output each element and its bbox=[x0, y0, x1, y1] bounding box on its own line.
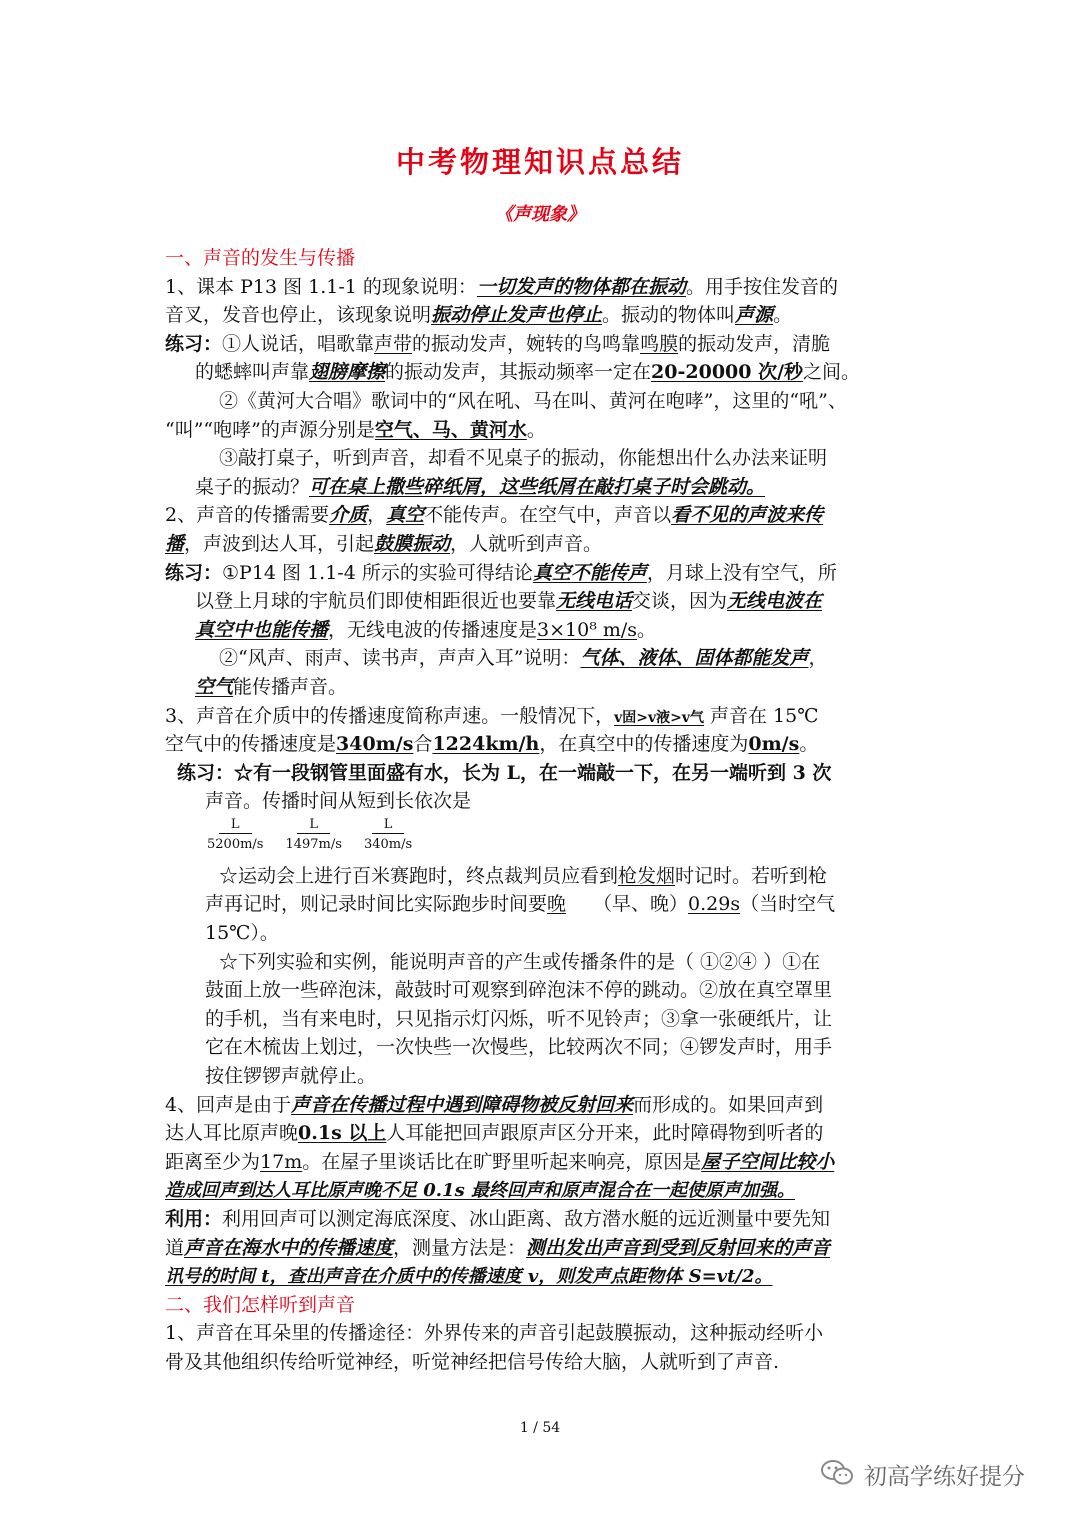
answer-text: 17m bbox=[260, 1150, 303, 1173]
application-label: 利用： bbox=[165, 1208, 223, 1230]
section-heading-1: 一、声音的发生与传播 bbox=[165, 247, 356, 269]
document-body bbox=[165, 244, 917, 1377]
answer-text: 1224km/h bbox=[432, 733, 540, 756]
page-number: 1 / 54 bbox=[519, 1420, 561, 1436]
text: 。 bbox=[526, 418, 546, 441]
answer-text: 空气、马、黄河水 bbox=[374, 418, 527, 441]
paragraph-3-line-1 bbox=[165, 702, 917, 731]
exercise-2-line-2 bbox=[165, 416, 917, 445]
fraction-numerator: L bbox=[372, 816, 405, 834]
fraction-numerator: L bbox=[219, 816, 252, 834]
watermark-text: 初高学练好提分 bbox=[864, 1464, 1025, 1490]
fraction-numerator: L bbox=[297, 816, 330, 834]
text: 人耳能把回声跟原声区分开来，此时障碍物到听者的 bbox=[386, 1122, 824, 1145]
text: ②“风声、雨声、读书声，声声入耳”说明： bbox=[219, 647, 581, 670]
paragraph-1-line-2 bbox=[165, 301, 917, 330]
paragraph-4-line-1 bbox=[165, 1091, 917, 1120]
fraction-2 bbox=[283, 816, 343, 853]
text: 。 bbox=[773, 304, 793, 327]
document-subtitle: 《声现象》 bbox=[495, 204, 585, 225]
answer-text: 空气 bbox=[195, 675, 234, 698]
exercise-4-line-1 bbox=[165, 559, 917, 588]
wechat-icon bbox=[820, 1459, 854, 1491]
exercise-1-line-2 bbox=[165, 358, 917, 387]
text: 练习：☆有一段钢管里面盛有水，长为 L，在一端敲一下，在另一端听到 3 次 bbox=[177, 761, 832, 784]
exercise-8-line-2: 鼓面上放一些碎泡沫，敲鼓时可观察到碎泡沫不停的跳动。②放在真空罩里 bbox=[205, 979, 833, 1002]
exercise-8-line-4: 它在木梳齿上划过，一次快些一次慢些，比较两次不同；④锣发声时，用手 bbox=[205, 1036, 833, 1059]
answer-text: 0.1s 以上 bbox=[298, 1122, 387, 1145]
answer-text: 340m/s bbox=[336, 733, 414, 756]
fraction-answers bbox=[165, 816, 917, 862]
exercise-3-line-2 bbox=[165, 473, 917, 502]
text: 。 bbox=[799, 733, 819, 756]
exercise-8-line-5: 按住锣锣声就停止。 bbox=[205, 1065, 377, 1088]
exercise-3-line-1: ③敲打桌子，听到声音，却看不见桌子的振动，你能想出什么办法来证明 bbox=[219, 447, 828, 470]
text: 达人耳比原声晚 bbox=[165, 1122, 299, 1145]
exercise-6-line-2: 声音。传播时间从短到长依次是 bbox=[205, 790, 472, 813]
answer-text: 0m/s bbox=[748, 733, 800, 756]
fraction-denominator: 5200m/s bbox=[207, 836, 264, 852]
watermark bbox=[820, 1458, 1025, 1491]
paragraph-2-line-2 bbox=[165, 530, 917, 559]
answer-text: 晚 bbox=[547, 893, 567, 916]
exercise-5-line-2 bbox=[165, 673, 917, 702]
section-2-paragraph-1-line-2: 骨及其他组织传给听觉神经，听觉神经把信号传给大脑，人就听到了声音. bbox=[165, 1350, 780, 1373]
answer-text: 枪发烟 bbox=[618, 864, 676, 887]
fraction-1 bbox=[205, 816, 265, 853]
section-2-paragraph-1-line-1: 1、声音在耳朵里的传播途径：外界传来的声音引起鼓膜振动，这种振动经听小 bbox=[165, 1322, 824, 1345]
answer-text: 测出发出声音到受到反射回来的声音 bbox=[526, 1236, 831, 1259]
answer-text: 鼓膜振动 bbox=[374, 532, 451, 555]
answer-text: 声音在传播过程中遇到障碍物被反射回来 bbox=[291, 1093, 634, 1116]
text: ，无线电波的传播速度是 bbox=[328, 618, 538, 641]
text: 2、声音的传播需要 bbox=[165, 504, 330, 527]
answer-text: 3×10⁸ m/s bbox=[537, 618, 638, 641]
text: 1、课本 P13 图 1.1-1 的现象说明： bbox=[165, 275, 477, 298]
fraction-denominator: 1497m/s bbox=[285, 836, 342, 852]
answer-text: 声带 bbox=[374, 332, 413, 355]
answer-text: 看不见的声波来传 bbox=[671, 504, 824, 527]
answer-text: 翅膀摩擦 bbox=[309, 361, 386, 384]
answer-text: 真空不能传声 bbox=[532, 561, 647, 584]
text: ①P14 图 1.1-4 所示的实验可得结论 bbox=[222, 561, 533, 584]
exercise-7-line-2 bbox=[165, 890, 917, 919]
text: 。用手按住发音的 bbox=[685, 275, 838, 298]
exercise-1-line-1 bbox=[165, 330, 917, 359]
text: ，测量方法是： bbox=[393, 1236, 527, 1259]
answer-text: 讯号的时间 t，查出声音在介质中的传播速度 v，则发声点距物体 S=vt/2。 bbox=[165, 1266, 773, 1288]
text: 之间。 bbox=[803, 361, 861, 384]
paragraph-4-line-3 bbox=[165, 1148, 917, 1177]
text: 利用回声可以测定海底深度、冰山距离、敌方潜水艇的远近测量中要先知 bbox=[222, 1208, 831, 1230]
text: 空气中的传播速度是 bbox=[165, 733, 337, 756]
answer-text: 声源 bbox=[735, 304, 774, 327]
exercise-7-line-3: 15℃）。 bbox=[205, 922, 279, 945]
answer-text: 气体、液体、固体都能发声 bbox=[580, 647, 809, 670]
section-heading-2: 二、我们怎样听到声音 bbox=[165, 1293, 356, 1316]
answer-text: 介质 bbox=[329, 504, 368, 527]
answer-text: 0.29s bbox=[688, 893, 741, 916]
text: ，在真空中的传播速度为 bbox=[539, 733, 749, 756]
answer-text: 20-20000 次/秒 bbox=[651, 361, 804, 384]
paragraph-4-line-4 bbox=[165, 1176, 917, 1205]
text: 。振动的物体叫 bbox=[602, 304, 736, 327]
exercise-label: 练习： bbox=[165, 561, 223, 584]
text: 桌子的振动？ bbox=[195, 475, 310, 498]
answer-text: 振动停止发声也停止 bbox=[431, 304, 603, 327]
exercise-6-line-1 bbox=[165, 759, 917, 788]
exercise-7-line-1 bbox=[165, 862, 917, 891]
paragraph-1-line-1 bbox=[165, 273, 917, 302]
text: ， bbox=[808, 647, 828, 670]
text: 不能传声。在空气中，声音以 bbox=[424, 504, 672, 527]
paragraph-2-line-1 bbox=[165, 501, 917, 530]
text: ①人说话，唱歌靠 bbox=[222, 332, 375, 355]
exercise-label: 练习： bbox=[165, 332, 223, 355]
text: ，人就听到声音。 bbox=[450, 532, 603, 555]
exercise-2-line-1: ②《黄河大合唱》歌词中的“风在吼、马在叫、黄河在咆哮”，这里的“吼”、 bbox=[219, 389, 847, 412]
application-line-3 bbox=[165, 1262, 917, 1291]
answer-text: 无线电话 bbox=[556, 590, 633, 613]
text: 交谈，因为 bbox=[632, 590, 728, 613]
text: 的蟋蟀叫声靠 bbox=[195, 361, 310, 384]
text: 的振动发声，清脆 bbox=[678, 332, 831, 355]
text: ， bbox=[367, 504, 387, 527]
text: “叫”“咆哮”的声源分别是 bbox=[165, 418, 375, 441]
text: 音叉，发音也停止，该现象说明 bbox=[165, 304, 432, 327]
answer-text: 无线电波在 bbox=[727, 590, 823, 613]
text: 4、回声是由于 bbox=[165, 1093, 292, 1116]
text: 时记时。若听到枪 bbox=[675, 864, 828, 887]
answer-text: 鸣膜 bbox=[640, 332, 679, 355]
text: 。 bbox=[637, 618, 657, 641]
text: 声音在 15℃ bbox=[710, 704, 819, 727]
text: 的振动发声，婉转的鸟鸣靠 bbox=[412, 332, 641, 355]
fraction-denominator: 340m/s bbox=[363, 836, 413, 852]
document-title: 中考物理知识点总结 bbox=[395, 145, 684, 179]
exercise-5-line-1 bbox=[165, 644, 917, 673]
answer-text: 真空 bbox=[386, 504, 425, 527]
text: （早、晚） bbox=[593, 893, 689, 916]
answer-text: 造成回声到达人耳比原声晚不足 0.1s 最终回声和原声混合在一起使原声加强。 bbox=[165, 1180, 795, 1202]
answer-text: 屋子空间比较小 bbox=[701, 1150, 835, 1173]
exercise-4-line-3 bbox=[165, 616, 917, 645]
answer-text: v固>v液>v气 bbox=[614, 709, 704, 726]
exercise-8-line-1: ☆下列实验和实例，能说明声音的产生或传播条件的是（ ①②④ ）①在 bbox=[219, 950, 821, 973]
answer-text: 一切发声的物体都在振动 bbox=[476, 275, 686, 298]
text: 距离至少为 bbox=[165, 1150, 261, 1173]
text: 合 bbox=[413, 733, 433, 756]
paragraph-3-line-2 bbox=[165, 730, 917, 759]
text: 3、声音在介质中的传播速度简称声速。一般情况下， bbox=[165, 704, 615, 727]
text: ，声波到达人耳，引起 bbox=[184, 532, 375, 555]
text: 能传播声音。 bbox=[233, 675, 348, 698]
text: 以登上月球的宇航员们即使相距很近也要靠 bbox=[195, 590, 557, 613]
fraction-3 bbox=[362, 816, 414, 853]
text: 而形成的。如果回声到 bbox=[633, 1093, 824, 1116]
application-line-1 bbox=[165, 1205, 917, 1234]
text: 。在屋子里谈话比在旷野里听起来响亮，原因是 bbox=[302, 1150, 702, 1173]
text: ☆运动会上进行百米赛跑时，终点裁判员应看到 bbox=[219, 864, 619, 887]
text: 道 bbox=[165, 1236, 185, 1259]
answer-text: 可在桌上撒些碎纸屑，这些纸屑在敲打桌子时会跳动。 bbox=[309, 475, 766, 498]
text: 的振动发声，其振动频率一定在 bbox=[385, 361, 652, 384]
text: （当时空气 bbox=[740, 893, 836, 916]
text: 声再记时，则记录时间比实际跑步时间要 bbox=[205, 893, 548, 916]
paragraph-4-line-2 bbox=[165, 1119, 917, 1148]
answer-text: 播 bbox=[165, 532, 185, 555]
answer-text: 声音在海水中的传播速度 bbox=[184, 1236, 394, 1259]
application-line-2 bbox=[165, 1234, 917, 1263]
text: ，月球上没有空气，所 bbox=[646, 561, 837, 584]
exercise-4-line-2 bbox=[165, 587, 917, 616]
answer-text: 真空中也能传播 bbox=[195, 618, 329, 641]
exercise-8-line-3: 的手机，当有来电时，只见指示灯闪烁，听不见铃声；③拿一张硬纸片，让 bbox=[205, 1007, 833, 1030]
